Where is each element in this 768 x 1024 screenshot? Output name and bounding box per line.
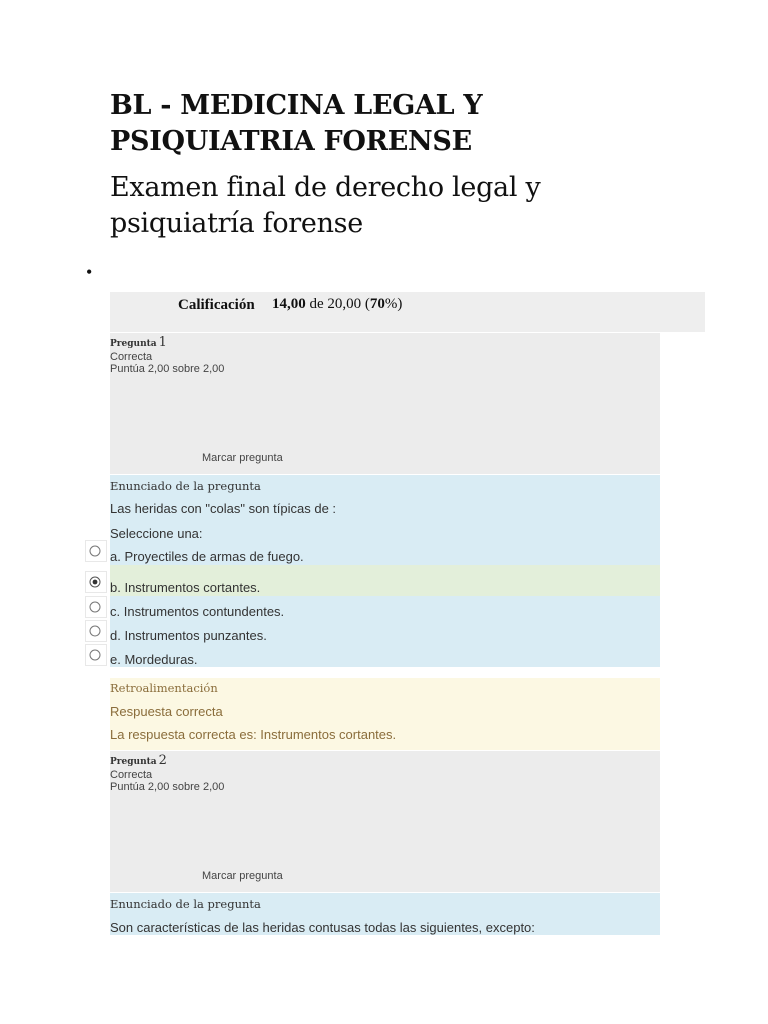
radio-unchecked-icon: [88, 624, 102, 638]
question-1-score: Puntúa 2,00 sobre 2,00: [110, 363, 225, 375]
grade-percent-suffix: %): [384, 296, 403, 312]
question-number: 2: [158, 753, 167, 768]
radio-unchecked-icon: [88, 600, 102, 614]
feedback-title: Retroalimentación: [110, 681, 218, 695]
question-2-state: Correcta: [110, 769, 153, 781]
statement-title: Enunciado de la pregunta: [110, 897, 261, 911]
question-1-heading: [110, 335, 167, 350]
grade-summary: [110, 292, 705, 332]
question-2-score: Puntúa 2,00 sobre 2,00: [110, 781, 225, 793]
question-1-info: [110, 333, 660, 474]
option-e-radio[interactable]: [85, 644, 107, 666]
question-2-text: Son características de las heridas contusas todas las siguientes, excepto:: [110, 920, 535, 935]
question-label: Pregunta: [110, 757, 157, 767]
option-a-radio[interactable]: [85, 540, 107, 562]
option-b-radio[interactable]: [85, 571, 107, 593]
grade-percent: 70: [369, 296, 385, 312]
course-title: BL - MEDICINA LEGAL Y PSIQUIATRIA FORENSE: [110, 90, 483, 157]
question-1-state: Correcta: [110, 351, 153, 363]
radio-checked-icon: [88, 575, 102, 589]
question-2-flag-link[interactable]: Marcar pregunta: [202, 870, 283, 882]
statement-title: Enunciado de la pregunta: [110, 479, 261, 493]
question-1-text: Las heridas con "colas" son típicas de :: [110, 501, 337, 516]
grade-score: 14,00: [272, 296, 306, 312]
question-2-info: [110, 751, 660, 892]
grade-label: Calificación: [178, 297, 255, 313]
list-bullet: •: [86, 262, 93, 282]
option-d-radio[interactable]: [85, 620, 107, 642]
question-2-statement: [110, 893, 660, 935]
question-1-prompt: Seleccione una:: [110, 526, 203, 541]
feedback-answer: La respuesta correcta es: Instrumentos cortantes.: [110, 727, 397, 742]
option-a-label[interactable]: a. Proyectiles de armas de fuego.: [110, 549, 304, 564]
question-number: 1: [158, 335, 167, 350]
option-e-label[interactable]: e. Mordeduras.: [110, 652, 198, 667]
option-d-label[interactable]: d. Instrumentos punzantes.: [110, 628, 267, 643]
question-label: Pregunta: [110, 339, 157, 349]
question-1-feedback: [110, 678, 660, 750]
radio-unchecked-icon: [88, 648, 102, 662]
option-b-label[interactable]: b. Instrumentos cortantes.: [110, 580, 261, 595]
feedback-result: Respuesta correcta: [110, 704, 223, 719]
option-c-radio[interactable]: [85, 596, 107, 618]
question-2-heading: [110, 753, 167, 768]
grade-value: [272, 296, 402, 313]
radio-unchecked-icon: [88, 544, 102, 558]
question-1-flag-link[interactable]: Marcar pregunta: [202, 452, 283, 464]
grade-of-text: de 20,00 (: [305, 296, 370, 312]
exam-title: Examen final de derecho legal y psiquiatría forense: [110, 172, 541, 239]
option-c-label[interactable]: c. Instrumentos contundentes.: [110, 604, 285, 619]
